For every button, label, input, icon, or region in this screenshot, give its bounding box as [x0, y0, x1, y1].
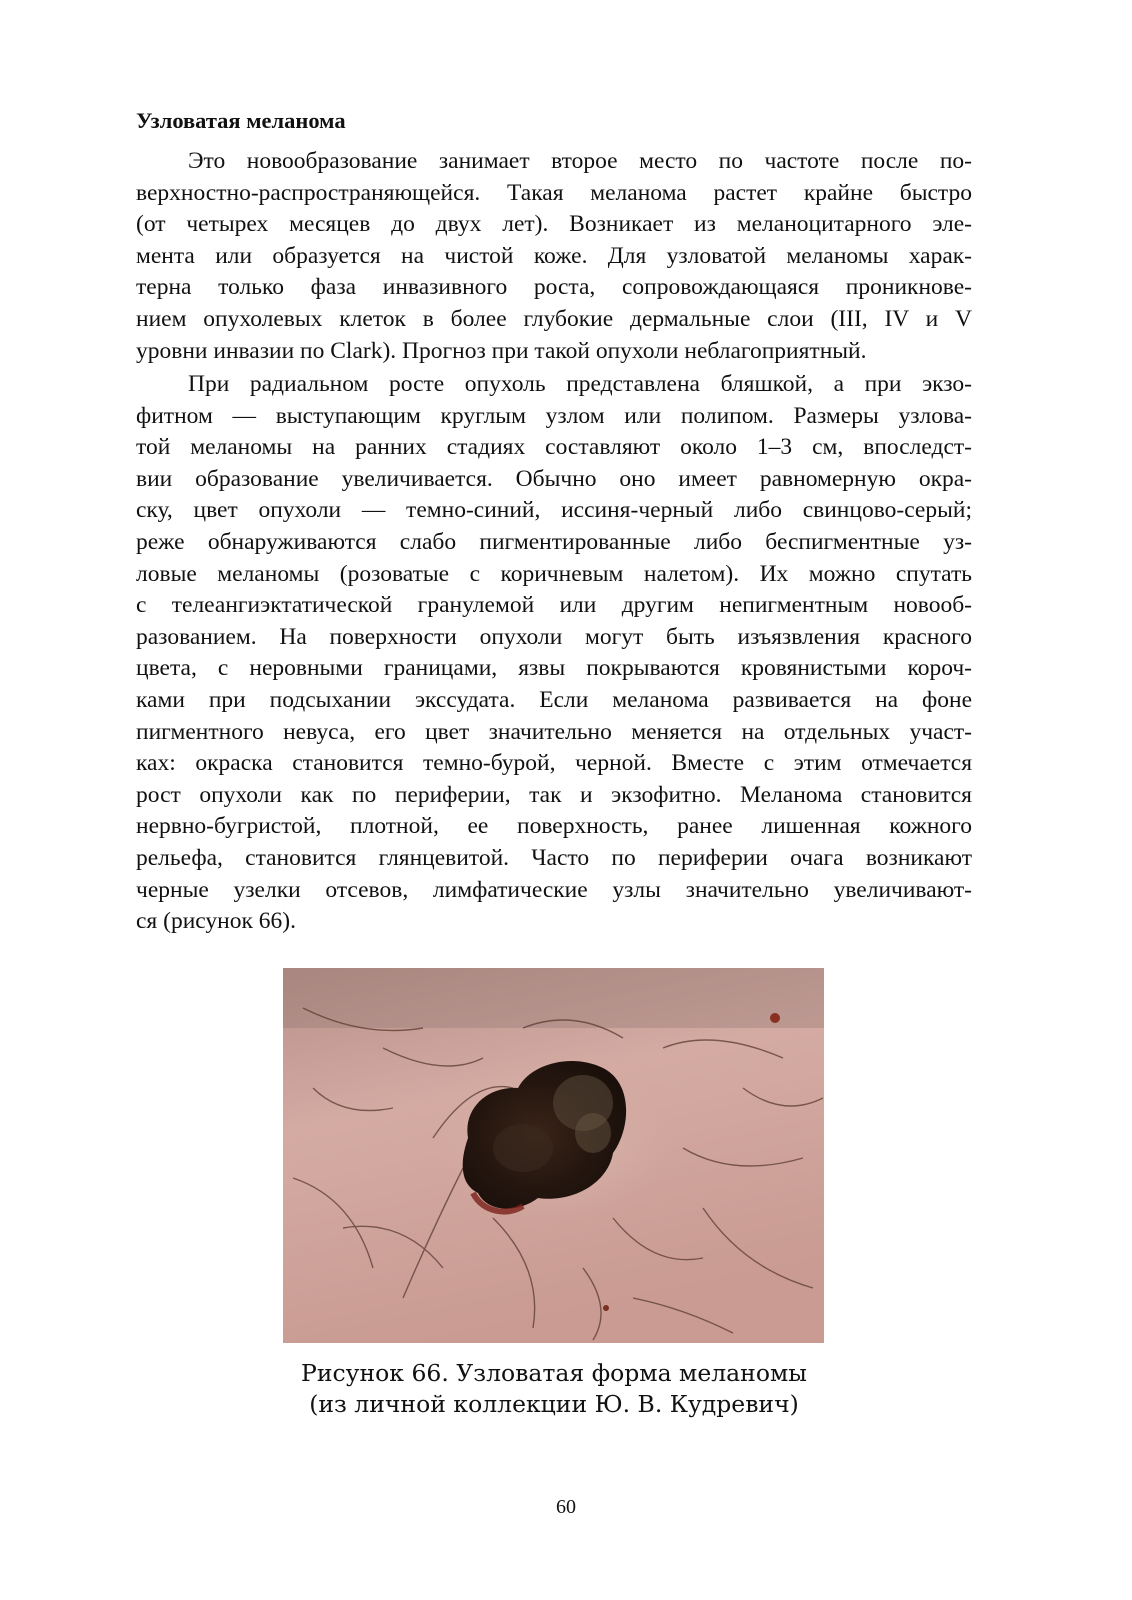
paragraph-2	[136, 369, 972, 938]
caption-line: (из личной коллекции Ю. В. Кудревич)	[309, 1390, 799, 1418]
figure-caption	[136, 1358, 972, 1420]
text-line: верхностно-распространяющейся. Такая меланома растет крайне быстро	[136, 179, 972, 206]
text-line: рост опухоли как по периферии, так и экзофитно. Меланома становится	[136, 781, 972, 808]
text-line: цвета, с неровными границами, язвы покрываются кровянистыми короч-	[136, 655, 972, 682]
melanoma-photo	[283, 968, 824, 1343]
text-line: черные узелки отсевов, лимфатические узлы значительно увеличивают-	[136, 876, 972, 903]
paragraph-1	[136, 146, 972, 367]
text-line: ску, цвет опухоли — темно-синий, иссиня-черный либо свинцово-серый;	[136, 497, 972, 524]
text-line: уровни инвазии по Clark). Прогноз при такой опухоли неблагоприятный.	[136, 337, 867, 364]
text-line: пигментного невуса, его цвет значительно меняется на отдельных участ-	[136, 718, 972, 745]
text-line: терна только фаза инвазивного роста, сопровождающаяся проникнове-	[136, 274, 972, 301]
text-line: рельефа, становится глянцевитой. Часто по периферии очага возникают	[136, 844, 972, 871]
text-line: нием опухолевых клеток в более глубокие дермальные слои (III, IV и V	[136, 305, 972, 332]
text-line: разованием. На поверхности опухоли могут быть изъязвления красного	[136, 623, 972, 650]
text-line: фитном — выступающим круглым узлом или полипом. Размеры узлова-	[136, 402, 972, 429]
text-line: реже обнаруживаются слабо пигментированные либо беспигментные уз-	[136, 528, 972, 555]
text-line: При радиальном росте опухоль представлена бляшкой, а при экзо-	[188, 371, 972, 397]
text-line: ками при подсыхании экссудата. Если меланома развивается на фоне	[136, 686, 972, 713]
text-line: ловые меланомы (розоватые с коричневым налетом). Их можно спутать	[136, 560, 972, 587]
text-line: мента или образуется на чистой коже. Для узловатой меланомы харак-	[136, 242, 972, 269]
text-line: Это новообразование занимает второе место по частоте после по-	[188, 148, 972, 174]
text-line: ках: окраска становится темно-бурой, черной. Вместе с этим отмечается	[136, 750, 972, 777]
text-line: нервно-бугристой, плотной, ее поверхность, ранее лишенная кожного	[136, 813, 972, 840]
text-line: ся (рисунок 66).	[136, 908, 296, 935]
text-line: вии образование увеличивается. Обычно оно имеет равномерную окра-	[136, 465, 972, 492]
text-line: той меланомы на ранних стадиях составляют около 1–3 см, впоследст-	[136, 434, 972, 461]
text-line: с телеангиэктатической гранулемой или другим непигментным новооб-	[136, 592, 972, 619]
caption-line: Рисунок 66. Узловатая форма меланомы	[301, 1359, 807, 1387]
text-line: (от четырех месяцев до двух лет). Возникает из меланоцитарного эле-	[136, 211, 972, 238]
section-heading: Узловатая меланома	[136, 108, 346, 133]
page-number: 60	[556, 1496, 576, 1518]
